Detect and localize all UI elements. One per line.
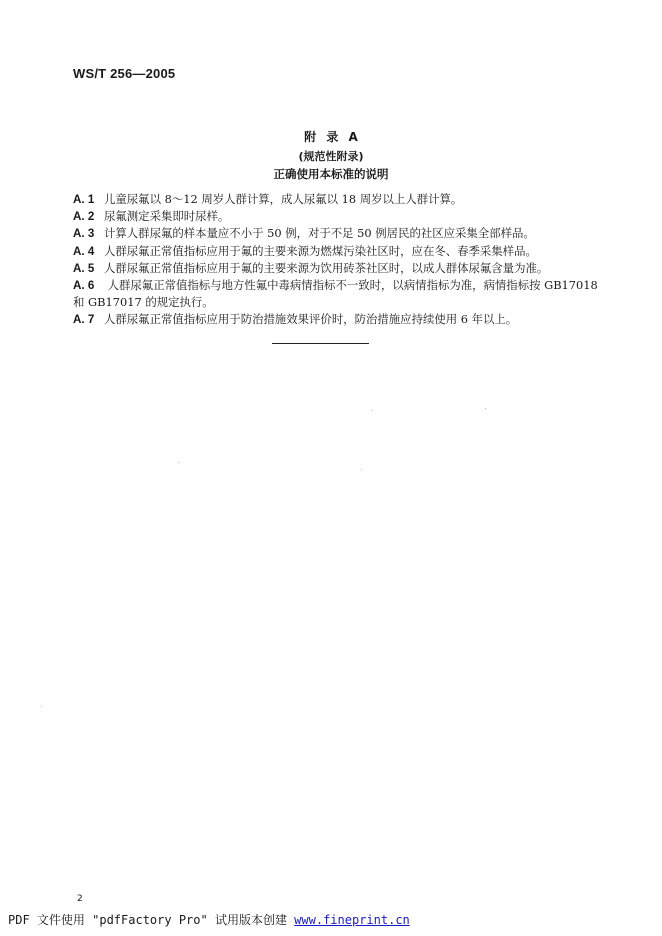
clause-list [73,191,603,329]
clause-a1 [73,191,603,208]
clause-number: A. 1 [73,193,95,206]
clause-a2 [73,208,603,225]
footer-link[interactable]: www.fineprint.cn [294,913,410,927]
scan-speck [361,469,362,470]
clause-number: A. 4 [73,244,95,258]
page-number: 2 [77,894,83,904]
clause-text: 尿氟测定采集即时尿样。 [104,209,230,224]
clause-a4 [73,243,603,260]
footer-text: PDF 文件使用 "pdfFactory Pro" 试用版本创建 [8,913,295,927]
clause-text: 儿童尿氟以 8～12 周岁人群计算，成人尿氟以 18 周岁以上人群计算。 [104,192,463,206]
clause-number: A. 5 [73,261,95,275]
clause-number: A. 2 [73,210,95,224]
clause-text: 计算人群尿氟的样本量应不小于 50 例，对于不足 50 例居民的社区应采集全部样品。 [104,226,535,241]
scan-speck [372,410,373,411]
appendix-type: (规范性附录) [298,150,364,163]
clause-a6 [73,277,603,311]
clause-text: 人群尿氟正常值指标应用于氟的主要来源为燃煤污染社区时，应在冬、春季采集样品。 [104,243,537,258]
clause-number: A. 7 [73,313,95,327]
clause-a5 [73,260,603,277]
clause-a3 [73,225,603,242]
clause-a7 [73,311,603,328]
scan-speck [178,462,179,463]
clause-number: A. 6 [73,279,95,293]
clause-text: 人群尿氟正常值指标与地方性氟中毒病情指标不一致时，以病情指标为准，病情指标按 GB17018 和 GB17017 的规定执行。 [73,278,598,310]
pdf-footer [8,911,410,928]
appendix-subtitle: 正确使用本标准的说明 [273,167,389,181]
scan-speck [485,408,486,409]
appendix-title: 附 录 A [304,130,358,144]
end-rule [272,343,369,344]
clause-number: A. 3 [73,227,95,241]
document-code: WS/T 256—2005 [73,66,176,81]
clause-text: 人群尿氟正常值指标应用于防治措施效果评价时，防治措施应持续使用 6 年以上。 [104,312,518,327]
clause-text: 人群尿氟正常值指标应用于氟的主要来源为饮用砖茶社区时，以成人群体尿氟含量为准。 [104,260,549,275]
scan-speck [41,706,42,707]
